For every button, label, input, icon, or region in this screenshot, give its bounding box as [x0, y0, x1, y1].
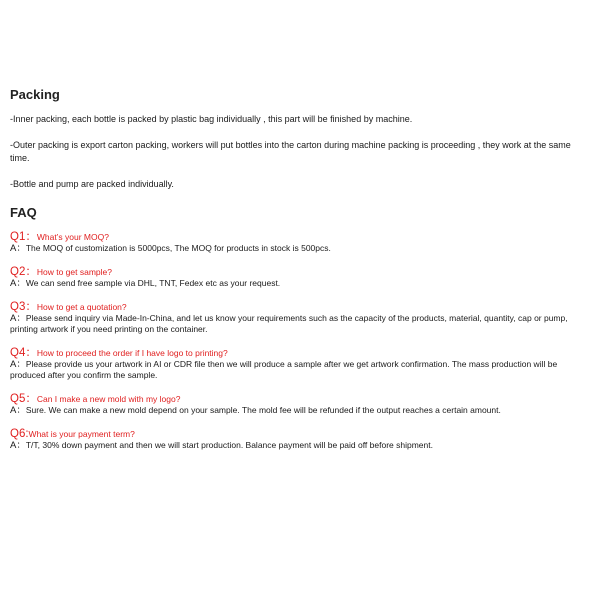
faq-question — [10, 428, 585, 440]
faq-question — [10, 231, 585, 243]
answer-text: T/T, 30% down payment and then we will start production. Balance payment will be paid off before shipment. — [25, 440, 433, 450]
faq-answer — [10, 359, 585, 381]
packing-paragraph-outer: -Outer packing is export carton packing, workers will put bottles into the carton during machine packing is proceeding , they work at the same time. — [10, 140, 571, 163]
faq-item-4 — [10, 347, 585, 381]
answer-label: A： — [10, 405, 26, 416]
question-label: Q6: — [10, 428, 29, 440]
faq-item-2 — [10, 266, 585, 289]
question-text: How to get sample? — [36, 267, 112, 277]
answer-text: We can send free sample via DHL, TNT, Fedex etc as your request. — [25, 278, 281, 288]
answer-text: The MOQ of customization is 5000pcs, The MOQ for products in stock is 500pcs. — [25, 243, 331, 253]
question-text: What’s your MOQ? — [36, 232, 109, 242]
faq-answer — [10, 278, 585, 289]
question-label: Q2： — [10, 266, 37, 278]
faq-answer — [10, 440, 585, 451]
packing-paragraph-inner: -Inner packing, each bottle is packed by plastic bag individually , this part will be finished by machine. — [10, 114, 413, 124]
faq-item-3 — [10, 301, 585, 335]
question-label: Q4： — [10, 347, 37, 359]
faq-question — [10, 347, 585, 359]
answer-label: A： — [10, 359, 26, 370]
question-label: Q3： — [10, 301, 37, 313]
document-page — [10, 86, 585, 463]
faq-item-6 — [10, 428, 585, 451]
answer-text: Please provide us your artwork in AI or CDR file then we will produce a sample after we get artwork confirmation. The mass production will be produced after you confirm the sample. — [10, 359, 558, 380]
faq-answer — [10, 243, 585, 254]
question-text: How to get a quotation? — [36, 302, 127, 312]
question-label: Q1： — [10, 231, 37, 243]
question-text: What is your payment term? — [28, 429, 135, 439]
question-label: Q5： — [10, 393, 37, 405]
answer-text: Sure. We can make a new mold depend on your sample. The mold fee will be refunded if the output reaches a certain amount. — [25, 405, 501, 415]
answer-label: A： — [10, 440, 26, 451]
answer-label: A： — [10, 243, 26, 254]
faq-item-1 — [10, 231, 585, 254]
packing-paragraph-bottle: -Bottle and pump are packed individually. — [10, 179, 174, 189]
faq-question — [10, 301, 585, 313]
packing-heading: Packing — [10, 87, 60, 102]
faq-heading: FAQ — [10, 205, 37, 220]
answer-label: A： — [10, 313, 26, 324]
faq-answer — [10, 313, 585, 335]
faq-item-5 — [10, 393, 585, 416]
faq-answer — [10, 405, 585, 416]
question-text: How to proceed the order if I have logo to printing? — [36, 348, 228, 358]
faq-question — [10, 393, 585, 405]
answer-text: Please send inquiry via Made-In-China, and let us know your requirements such as the capacity of the products, material, quantity, cap or pump, printing artwork if you need printing on the container. — [10, 313, 568, 334]
answer-label: A： — [10, 278, 26, 289]
faq-question — [10, 266, 585, 278]
question-text: Can I make a new mold with my logo? — [36, 394, 181, 404]
